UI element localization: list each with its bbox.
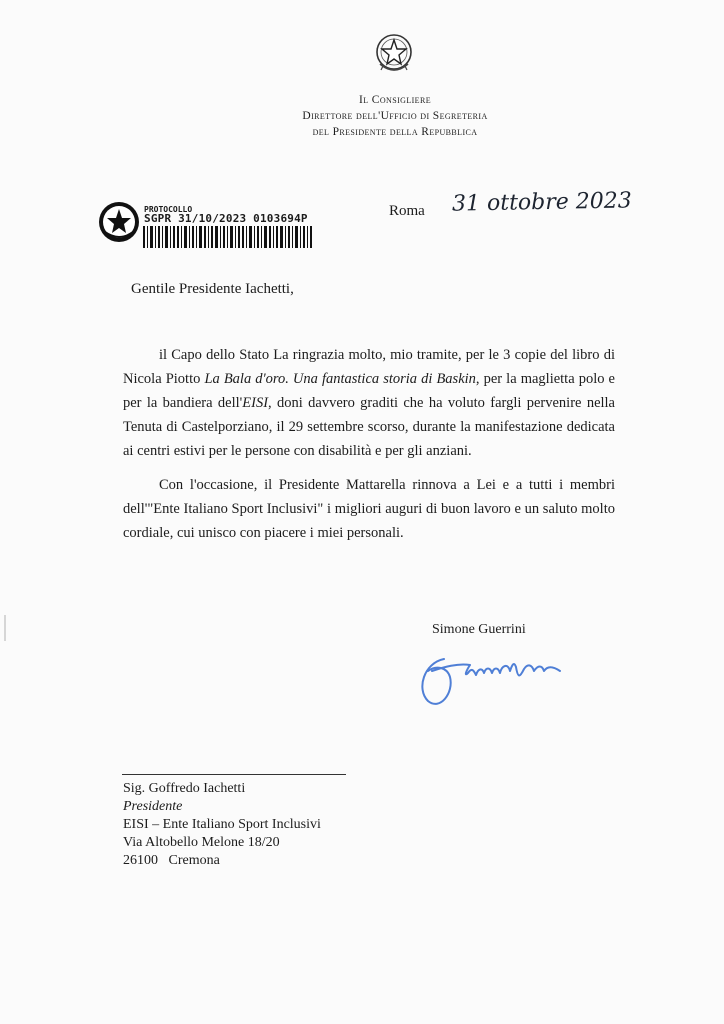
letterhead-line-3: del Presidente della Repubblica	[312, 126, 478, 138]
paragraph-1	[123, 343, 615, 463]
letterhead	[240, 92, 550, 140]
republic-emblem-icon	[374, 32, 414, 76]
paragraph-2: Con l'occasione, il Presidente Mattarella rinnova a Lei e a tutti i membri dell'"Ente Italiano Sport Inclusivi" i migliori auguri di buon lavoro e un saluto molto cordiale, cui unisco con piacere i miei personali.	[123, 477, 615, 541]
recipient-role: Presidente	[123, 799, 183, 814]
address-divider	[122, 774, 346, 775]
handwritten-date: 31 ottobre 2023	[451, 188, 632, 217]
recipient-name: Sig. Goffredo Iachetti	[123, 781, 246, 796]
recipient-address	[123, 780, 321, 870]
letterhead-line-1: Il Consigliere	[359, 94, 431, 106]
protocol-stamp	[95, 186, 325, 256]
recipient-organization: EISI – Ente Italiano Sport Inclusivi	[123, 817, 321, 832]
paragraph-1-part-2: , per la maglietta polo e per la bandiera dell'	[123, 371, 615, 411]
protocol-seal-icon	[97, 200, 141, 244]
barcode-icon	[143, 226, 313, 248]
protocol-number: SGPR 31/10/2023 0103694P	[144, 212, 308, 225]
paragraph-1-part-3: , doni davvero graditi che ha voluto fargli pervenire nella Tenuta di Castelporziano, il 29 settembre scorso, durante la manifestazione dedicata ai centri estivi per le persone con disabilità e per gli anziani.	[123, 395, 615, 459]
signer-name: Simone Guerrini	[432, 622, 526, 637]
scan-margin-mark	[4, 615, 6, 641]
recipient-street: Via Altobello Melone 18/20	[123, 835, 280, 850]
recipient-city: 26100 Cremona	[123, 853, 220, 868]
org-abbreviation: EISI	[242, 395, 269, 411]
protocol-label: PROTOCOLLO	[144, 205, 193, 214]
letter-body	[123, 343, 615, 555]
letterhead-line-2: Direttore dell'Ufficio di Segreteria	[302, 110, 488, 122]
place-name: Roma	[389, 203, 425, 219]
paragraph-1-part-1: il Capo dello Stato La ringrazia molto, mio tramite, per le 3 copie del libro di Nicola Piotto	[123, 347, 615, 387]
salutation: Gentile Presidente Iachetti,	[131, 281, 294, 297]
handwritten-signature-icon	[414, 641, 574, 711]
book-title: La Bala d'oro. Una fantastica storia di Baskin	[204, 371, 476, 387]
